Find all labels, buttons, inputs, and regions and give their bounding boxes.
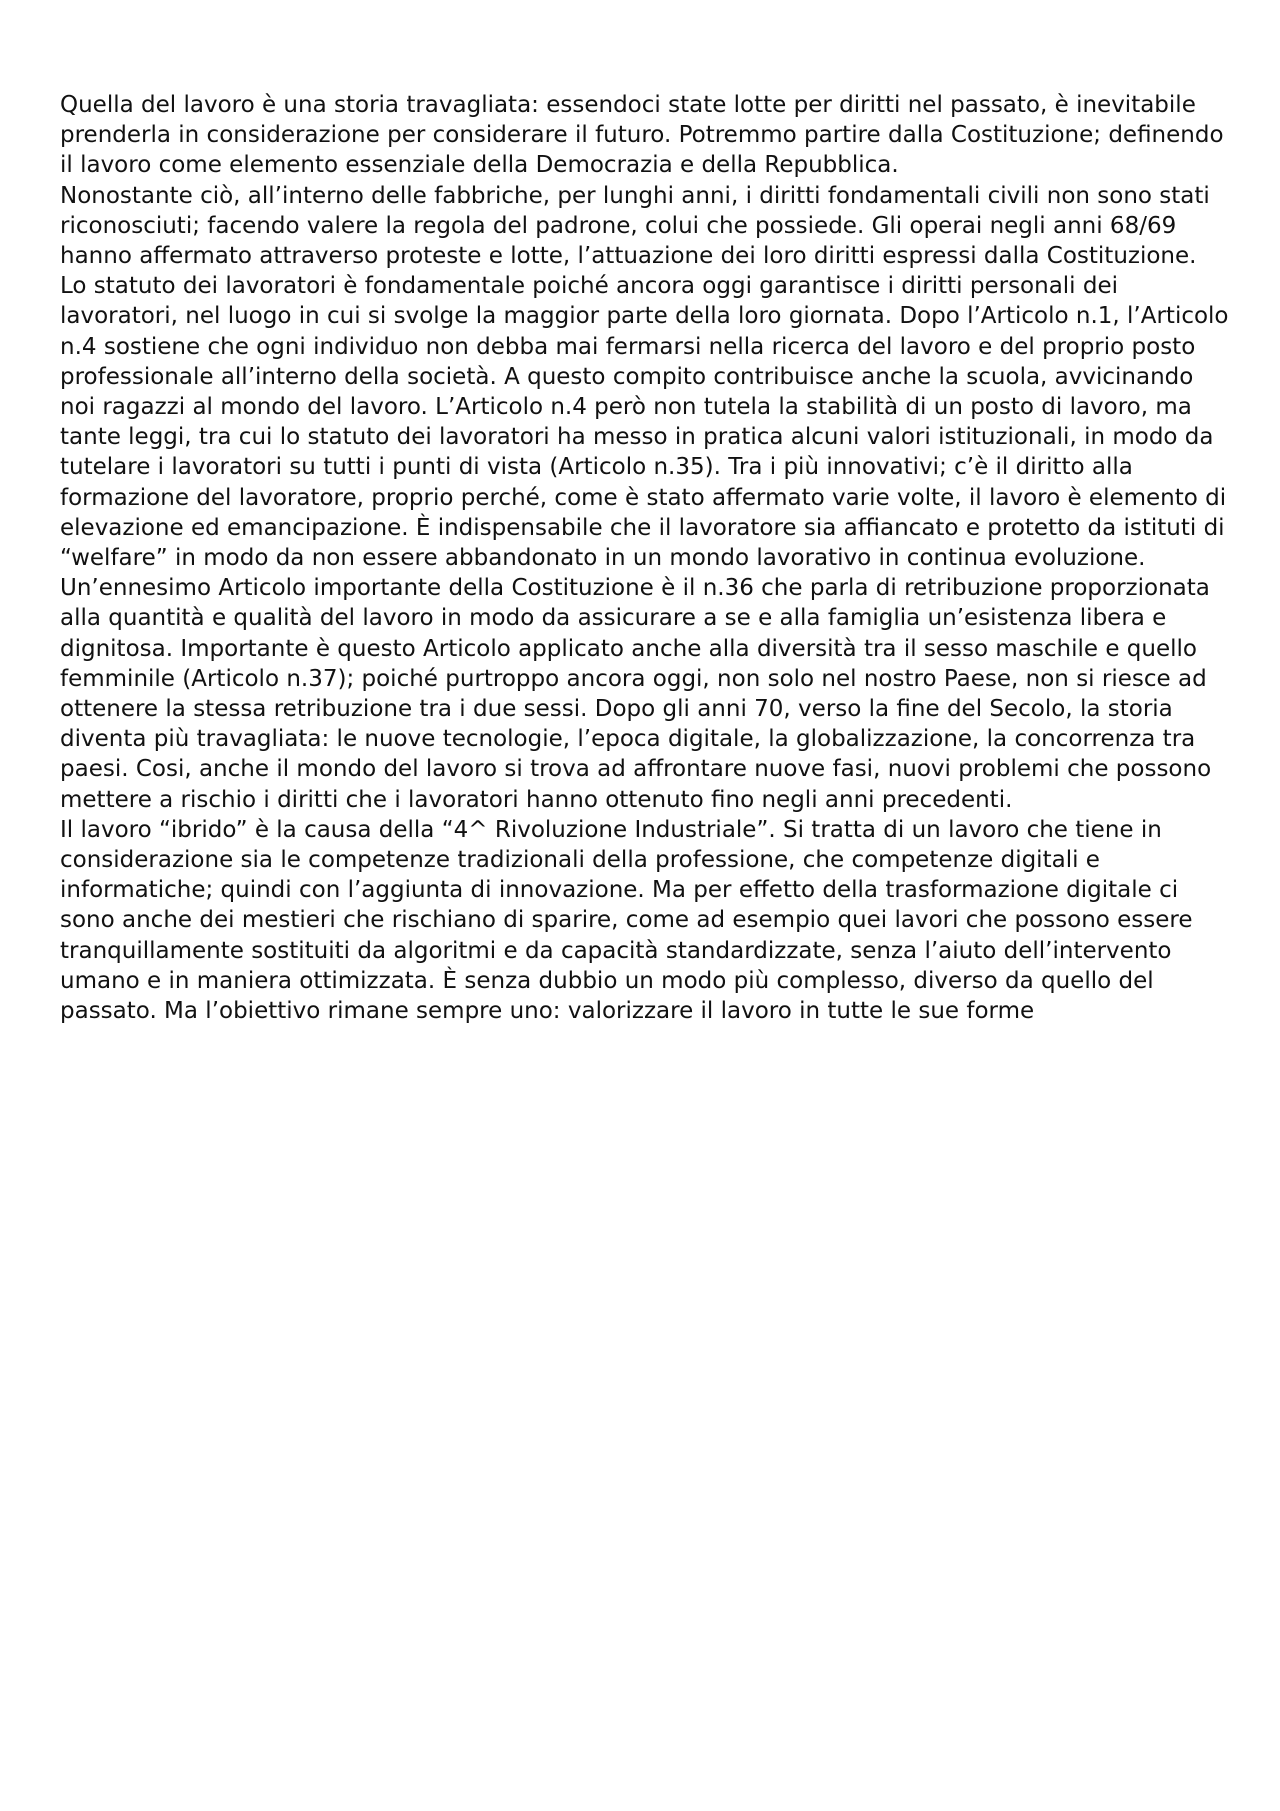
document-body — [60, 90, 1230, 1026]
paragraph-intro: Quella del lavoro è una storia travagliata: essendoci state lotte per diritti nel passato, è inevitabile prenderla in considerazione per considerare il futuro. Potremmo partire dalla Costituzione; definendo il lavoro come elemento essenziale della Democrazia e della Repubblica. — [60, 92, 1224, 179]
paragraph-hybrid-work: Il lavoro “ibrido” è la causa della “4^ Rivoluzione Industriale”. Si tratta di un lavoro che tiene in considerazione sia le competenze tradizionali della professione, che competenze digitali e informatiche; quindi con l’aggiunta di innovazione. Ma per effetto della trasformazione digitale ci sono anche dei mestieri che rischiano di sparire, come ad esempio quei lavori che possono essere tranquillamente sostituiti da algoritmi e da capacità standardizzate, senza l’aiuto dell’intervento umano e in maniera ottimizzata. È senza dubbio un modo più complesso, diverso da quello del passato. Ma l’obiettivo rimane sempre uno: valorizzare il lavoro in tutte le sue forme — [60, 816, 1193, 1025]
paragraph-rights-history: Nonostante ciò, all’interno delle fabbriche, per lunghi anni, i diritti fondamentali civili non sono stati riconosciuti; facendo valere la regola del padrone, colui che possiede. Gli operai negli anni 68/69 hanno affermato attraverso proteste e lotte, l’attuazione dei loro diritti espressi dalla Costituzione. Lo statuto dei lavoratori è fondamentale poiché ancora oggi garantisce i diritti personali dei lavoratori, nel luogo in cui si svolge la maggior parte della loro giornata. Dopo l’Articolo n.1, l’Articolo n.4 sostiene che ogni individuo non debba mai fermarsi nella ricerca del lavoro e del proprio posto professionale all’interno della società. A questo compito contribuisce anche la scuola, avvicinando noi ragazzi al mondo del lavoro. L’Articolo n.4 però non tutela la stabilità di un posto di lavoro, ma tante leggi, tra cui lo statuto dei lavoratori ha messo in pratica alcuni valori istituzionali, in modo da tutelare i lavoratori su tutti i punti di vista (Articolo n.35). Tra i più innovativi; c’è il diritto alla formazione del lavoratore, proprio perché, come è stato affermato varie volte, il lavoro è elemento di elevazione ed emancipazione. È indispensabile che il lavoratore sia affiancato e protetto da istituti di “welfare” in modo da non essere abbandonato in un mondo lavorativo in continua evoluzione. Un’ennesimo Articolo importante della Costituzione è il n.36 che parla di retribuzione proporzionata alla quantità e qualità del lavoro in modo da assicurare a se e alla famiglia un’esistenza libera e dignitosa. Importante è questo Articolo applicato anche alla diversità tra il sesso maschile e quello femminile (Articolo n.37); poiché purtroppo ancora oggi, non solo nel nostro Paese, non si riesce ad ottenere la stessa retribuzione tra i due sessi. Dopo gli anni 70, verso la fine del Secolo, la storia diventa più travagliata: le nuove tecnologie, l’epoca digitale, la globalizzazione, la concorrenza tra paesi. Cosi, anche il mondo del lavoro si trova ad affrontare nuove fasi, nuovi problemi che possono mettere a rischio i diritti che i lavoratori hanno ottenuto fino negli anni precedenti. — [60, 182, 1229, 813]
